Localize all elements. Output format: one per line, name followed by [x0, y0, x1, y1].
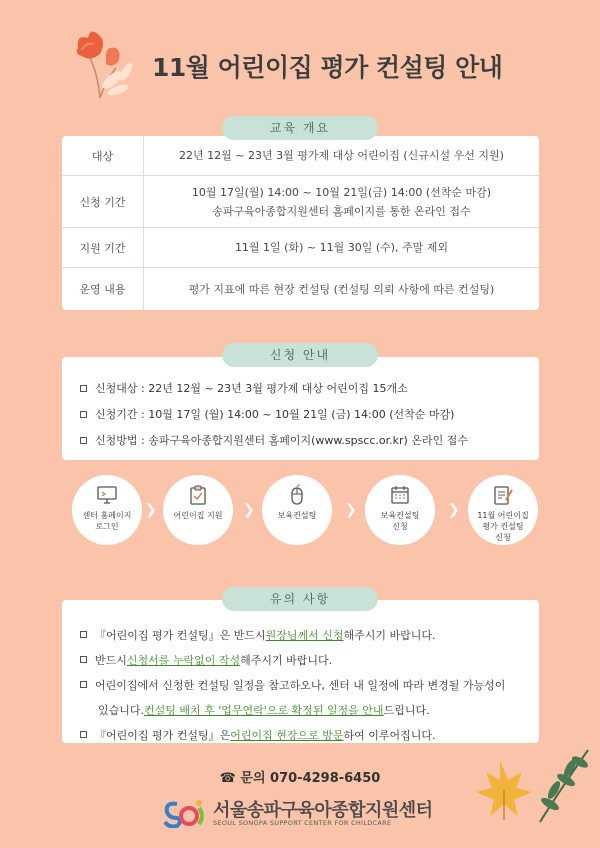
step-2: [163, 475, 233, 545]
square-bullet-icon: [80, 731, 87, 738]
row-label: 신청 기간: [62, 176, 144, 227]
page-title: 11월 어린이집 평가 컨설팅 안내: [152, 53, 503, 82]
step-label: 어린이집 지원: [173, 511, 223, 520]
logo-subtitle: SEOUL SONGPA SUPPORT CENTER FOR CHILDCARE: [213, 819, 392, 827]
square-bullet-icon: [80, 631, 87, 638]
square-bullet-icon: [80, 656, 87, 663]
step-5: [468, 475, 538, 545]
table-row: [62, 136, 539, 176]
calendar-icon: [389, 484, 411, 506]
table-row: [62, 268, 539, 310]
row-value: 평가 지표에 따른 현장 컨설팅 (컨설팅 의뢰 사항에 따른 컨설팅): [188, 282, 495, 296]
contact-phone: ☎ 문의 070-4298-6450: [219, 771, 381, 786]
chevron-right-icon: ❯: [345, 502, 357, 518]
step-1: [72, 475, 142, 545]
list-item: 신청대상 : 22년 12월 ~ 23년 3월 평가제 대상 어린이집 15개소: [80, 375, 539, 401]
list-item-continuation: 있습니다. 컨설팅 배치 후 '업무연락'으로 확정된 일정을 안내 드립니다.: [98, 703, 430, 717]
step-label: 보육컨설팅 신청: [380, 511, 420, 531]
notes-card: [62, 600, 539, 743]
square-bullet-icon: [80, 411, 87, 418]
apply-card: [62, 357, 539, 460]
row-value: 10월 17일(월) 14:00 ~ 10월 21일(금) 14:00 (선착순 마감) 송파구육아종합지원센터 홈페이지를 통한 온라인 접수: [191, 185, 492, 218]
row-value: 11월 1일 (화) ~ 11월 30일 (수), 주말 제외: [234, 241, 449, 254]
notes-pill: 유의 사항: [222, 587, 378, 611]
step-label: 센터 홈페이지 로그인: [82, 511, 132, 531]
document-pen-icon: [492, 484, 514, 506]
monitor-icon: [96, 484, 118, 506]
apply-pill: 신청 안내: [222, 343, 378, 367]
overview-table: [62, 136, 539, 310]
list-item: 신청방법 : 송파구육아종합지원센터 홈페이지(www.spscc.or.kr) 온라인 접수: [80, 427, 539, 453]
logo-name: 서울송파구육아종합지원센터: [213, 800, 433, 821]
logo-icon: [163, 798, 207, 828]
center-logo: [163, 796, 443, 830]
step-label: 11월 어린이집 평가 컨설팅 신청: [477, 511, 529, 542]
chevron-right-icon: ❯: [448, 502, 460, 518]
table-row: [62, 176, 539, 228]
row-label: 지원 기간: [62, 228, 144, 267]
step-label: 보육컨설팅: [277, 511, 317, 520]
row-label: 대상: [62, 136, 144, 175]
list-item: 반드시 신청서를 누락없이 작성 해주시기 바랍니다.: [80, 647, 539, 672]
list-item: 『어린이집 평가 컨설팅』은 반드시 원장님께서 신청 해주시기 바랍니다.: [80, 622, 539, 647]
clipboard-icon: [187, 484, 209, 506]
row-value: 22년 12월 ~ 23년 3월 평가제 대상 어린이집 (신규시설 우선 지원): [179, 149, 504, 162]
header: [0, 40, 600, 90]
list-item: 『어린이집 평가 컨설팅』은 어린이집 현장으로 방문 하여 이루어집니다.: [80, 722, 539, 747]
list-item: 신청기간 : 10월 17일 (월) 14:00 ~ 10월 21일 (금) 14:00 (선착순 마감): [80, 401, 539, 427]
row-label: 운영 내용: [62, 268, 144, 310]
table-row: [62, 228, 539, 268]
step-3: [262, 475, 332, 545]
mouse-icon: [286, 484, 308, 506]
overview-pill: 교육 개요: [222, 116, 378, 140]
list-item: 어린이집에서 신청한 컨설팅 일정을 참고하오나, 센터 내 일정에 따라 변경될 가능성이: [80, 672, 539, 697]
chevron-right-icon: ❯: [243, 502, 255, 518]
square-bullet-icon: [80, 385, 87, 392]
chevron-right-icon: ❯: [145, 502, 157, 518]
square-bullet-icon: [80, 437, 87, 444]
step-4: [365, 475, 435, 545]
square-bullet-icon: [80, 681, 87, 688]
